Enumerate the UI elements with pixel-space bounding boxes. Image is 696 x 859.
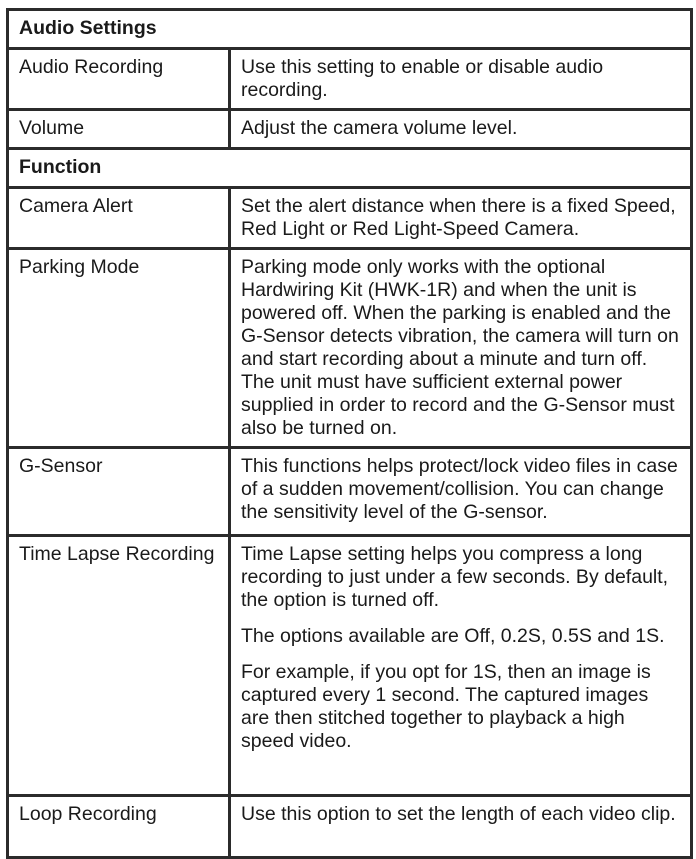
table-row <box>8 110 692 149</box>
row-label-time-lapse-recording: Time Lapse Recording <box>8 536 230 796</box>
row-label-volume: Volume <box>8 110 230 149</box>
description-paragraph: Parking mode only works with the optional Hardwiring Kit (HWK-1R) and when the unit is powered off. When the parking is enabled and the G-Sensor detects vibration, the camera will turn on and start recording about a minute and turn off. The unit must have sufficient external power supplied in order to record and the G-Sensor must also be turned on. <box>241 256 679 439</box>
settings-table <box>6 8 693 859</box>
row-description-parking-mode <box>230 249 692 448</box>
description-paragraph: Use this option to set the length of each video clip. <box>241 803 676 825</box>
table-row <box>8 448 692 536</box>
table-row <box>8 249 692 448</box>
row-description-time-lapse-recording <box>230 536 692 796</box>
description-paragraph: For example, if you opt for 1S, then an image is captured every 1 second. The captured images are then stitched together to playback a high speed video. <box>241 661 651 752</box>
row-label-loop-recording: Loop Recording <box>8 796 230 858</box>
row-description-camera-alert <box>230 188 692 249</box>
row-description-g-sensor <box>230 448 692 536</box>
description-paragraph: Use this setting to enable or disable audio recording. <box>241 56 604 101</box>
table-row <box>8 49 692 110</box>
row-label-g-sensor: G-Sensor <box>8 448 230 536</box>
table-row <box>8 536 692 796</box>
row-label-audio-recording: Audio Recording <box>8 49 230 110</box>
row-label-parking-mode: Parking Mode <box>8 249 230 448</box>
row-description-loop-recording <box>230 796 692 858</box>
section-header-row <box>8 149 692 188</box>
description-paragraph: Time Lapse setting helps you compress a long recording to just under a few seconds. By default, the option is turned off. <box>241 543 669 611</box>
section-title-audio-settings: Audio Settings <box>8 10 692 49</box>
table-row <box>8 796 692 858</box>
row-label-camera-alert: Camera Alert <box>8 188 230 249</box>
description-paragraph: Adjust the camera volume level. <box>241 117 518 139</box>
row-description-audio-recording <box>230 49 692 110</box>
description-paragraph: This functions helps protect/lock video files in case of a sudden movement/collision. You can change the sensitivity level of the G-sensor. <box>241 455 678 523</box>
description-paragraph: Set the alert distance when there is a fixed Speed, Red Light or Red Light-Speed Camera. <box>241 195 676 240</box>
description-paragraph: The options available are Off, 0.2S, 0.5S and 1S. <box>241 625 665 647</box>
row-description-volume <box>230 110 692 149</box>
section-title-function: Function <box>8 149 692 188</box>
section-header-row <box>8 10 692 49</box>
table-row <box>8 188 692 249</box>
